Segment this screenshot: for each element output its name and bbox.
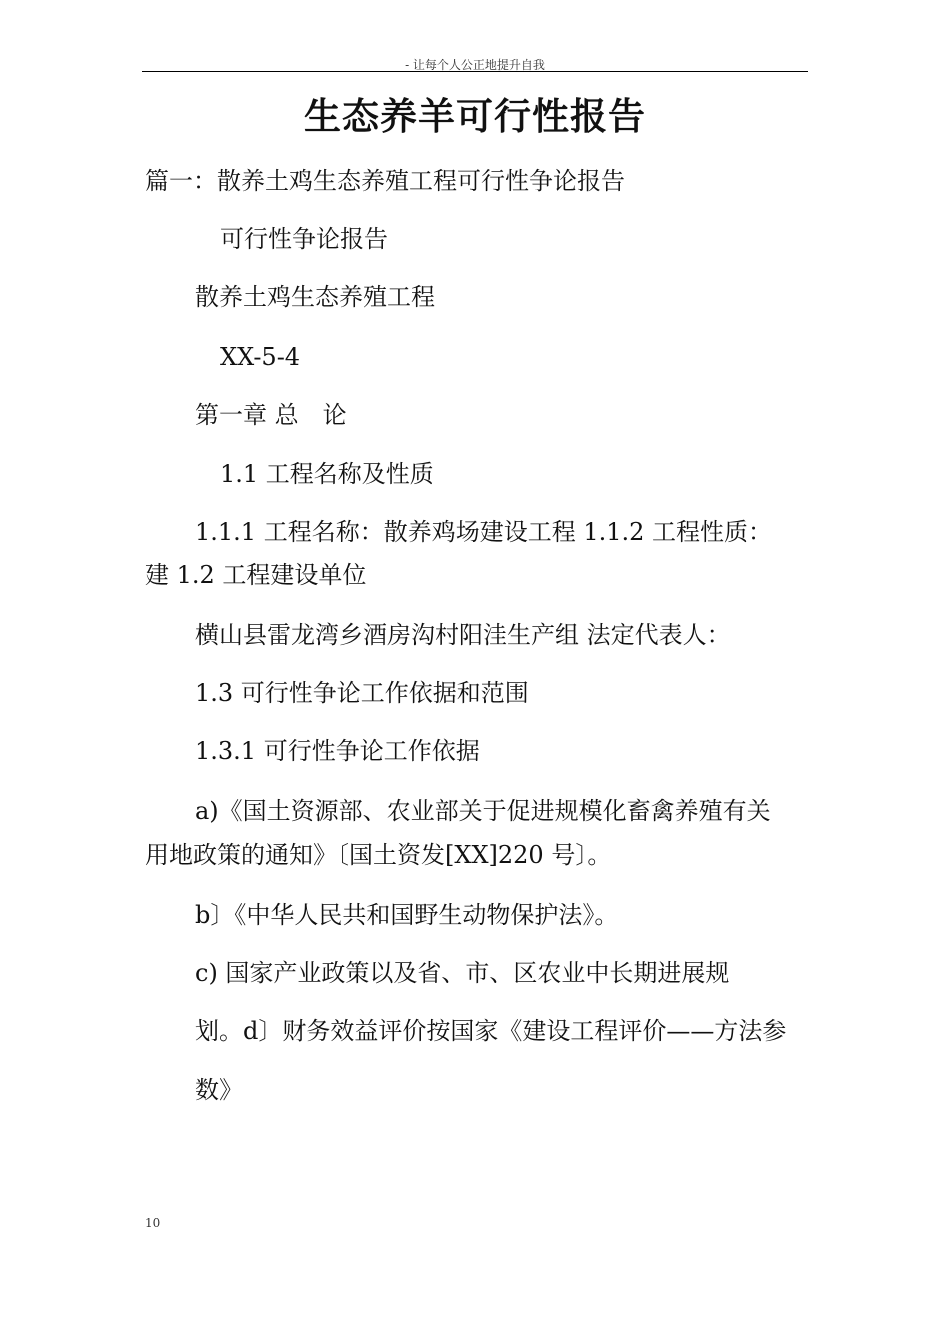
header-slogan: - 让每个人公正地提升自我 — [405, 58, 545, 72]
paragraph-line: b〕《中华人民共和国野生动物保护法》。 — [195, 901, 619, 929]
paragraph-line: a)《国土资源部、农业部关于促进规模化畜禽养殖有关 — [195, 797, 771, 825]
page-title: 生态养羊可行性报告 — [304, 94, 646, 138]
paragraph-line: c) 国家产业政策以及省、市、区农业中长期进展规 — [195, 959, 730, 987]
header-divider — [142, 71, 808, 72]
paragraph-line: 横山县雷龙湾乡酒房沟村阳洼生产组 法定代表人： — [195, 621, 731, 649]
paragraph-line: 建 1.2 工程建设单位 — [145, 561, 367, 589]
section-1-1-heading: 1.1 工程名称及性质 — [220, 460, 434, 488]
section-1-3-1-heading: 1.3.1 可行性争论工作依据 — [195, 737, 480, 765]
chapter-one-heading: 第一章 总 论 — [195, 401, 347, 429]
paragraph-line: 用地政策的通知》〔国土资发[XX]220 号〕。 — [145, 841, 612, 869]
section-1-3-heading: 1.3 可行性争论工作依据和范围 — [195, 679, 529, 707]
paragraph-line: 数》 — [195, 1076, 243, 1104]
paragraph-line: 1.1.1 工程名称：散养鸡场建设工程 1.1.2 工程性质： — [195, 518, 773, 546]
project-name: 散养土鸡生态养殖工程 — [195, 283, 435, 311]
report-subtitle: 可行性争论报告 — [220, 225, 388, 253]
chapter-heading: 篇一：散养土鸡生态养殖工程可行性争论报告 — [145, 167, 625, 195]
page-number: 10 — [145, 1216, 161, 1230]
paragraph-line: 划。d〕财务效益评价按国家《建设工程评价——方法参 — [195, 1017, 787, 1045]
report-date: XX-5-4 — [220, 343, 301, 371]
